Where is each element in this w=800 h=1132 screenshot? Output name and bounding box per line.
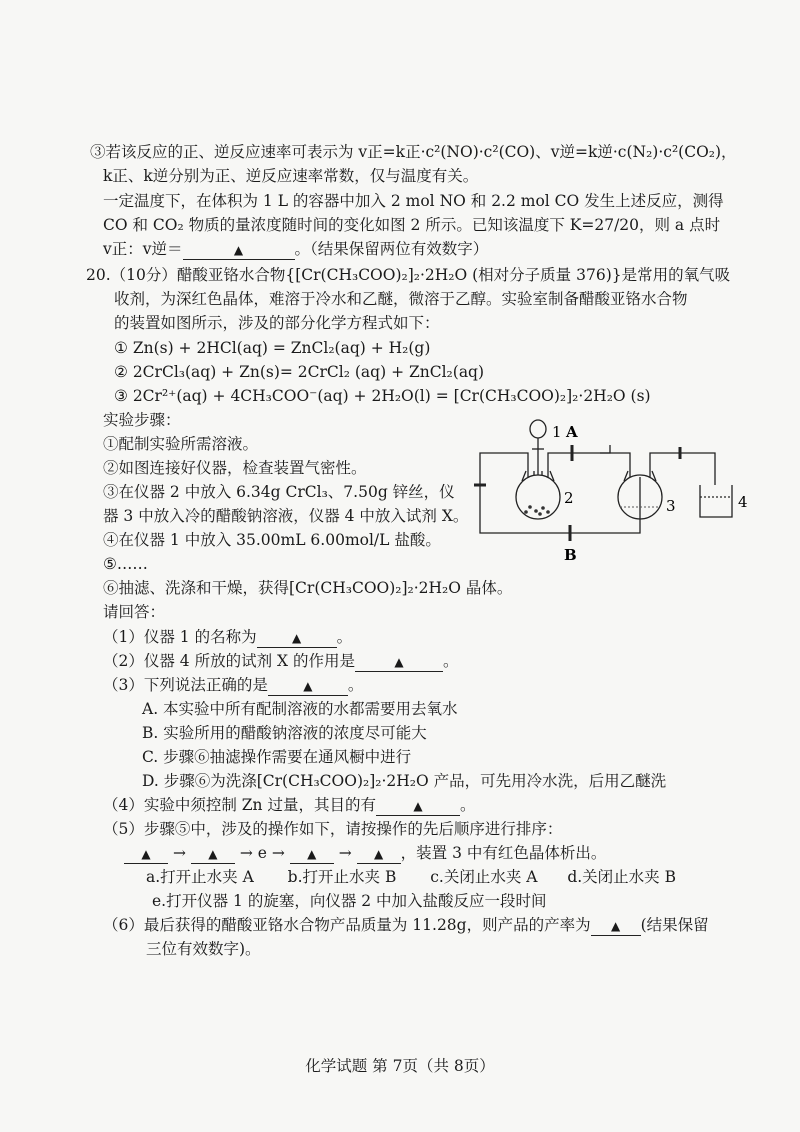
blank-marker-icon: ▲ bbox=[208, 847, 218, 861]
option-b: B. 实验所用的醋酸钠溶液的浓度尽可能大 bbox=[142, 724, 427, 742]
tube-to-beaker bbox=[650, 453, 715, 485]
blank-marker-icon: ▲ bbox=[610, 919, 621, 933]
subquestion-4-end: 。 bbox=[459, 796, 476, 814]
arrow-icon: → bbox=[338, 844, 352, 862]
tube-top-connector bbox=[548, 445, 610, 477]
subquestion-3 bbox=[103, 673, 363, 697]
step-4: ④在仪器 1 中放入 35.00mL 6.00mol/L 盐酸。 bbox=[103, 531, 441, 549]
q20-intro-line-2: 收剂，为深红色晶体，难溶于冷水和乙醚，微溶于乙醇。实验室制备醋酸亚铬水合物 bbox=[114, 290, 688, 308]
subquestion-5: （5）步骤⑤中，涉及的操作如下，请按操作的先后顺序进行排序： bbox=[103, 820, 563, 838]
blank-marker-icon: ▲ bbox=[413, 799, 423, 813]
blank-marker-icon: ▲ bbox=[394, 655, 404, 669]
blank-marker-icon: ▲ bbox=[303, 679, 313, 693]
rate-text-line-3: 一定温度下，在体积为 1 L 的容器中加入 2 mol NO 和 2.2 mol CO 发生上述反应，测得 bbox=[103, 192, 724, 210]
answer-blank[interactable] bbox=[355, 652, 443, 672]
ask-label: 请回答： bbox=[103, 603, 166, 621]
step-2: ②如图连接好仪器，检查装置气密性。 bbox=[103, 459, 367, 477]
step-6: ⑥抽滤、洗涤和干燥，获得[Cr(CH₃COO)₂]₂·2H₂O 晶体。 bbox=[103, 579, 513, 597]
answer-blank[interactable] bbox=[124, 844, 168, 864]
blank-marker-icon: ▲ bbox=[233, 243, 244, 257]
label-1: 1 bbox=[552, 423, 562, 441]
dropping-funnel-icon bbox=[530, 420, 546, 438]
ordering-fixed-step-e: → e → bbox=[239, 844, 285, 862]
rate-text-line-2: k正、k逆分别为正、逆反应速率常数，仅与温度有关。 bbox=[103, 167, 479, 185]
subquestion-6-line-2: 三位有效数字)。 bbox=[146, 940, 261, 958]
operation-b: b.打开止水夹 B bbox=[287, 868, 397, 886]
blank-marker-icon: ▲ bbox=[374, 847, 384, 861]
beaker-4-icon bbox=[700, 485, 732, 517]
answer-blank[interactable] bbox=[257, 628, 337, 648]
subquestion-2-end: 。 bbox=[442, 652, 459, 670]
step-1: ①配制实验所需溶液。 bbox=[103, 435, 259, 453]
label-3: 3 bbox=[666, 497, 676, 515]
operation-d: d.关闭止水夹 B bbox=[567, 868, 676, 886]
answer-blank[interactable] bbox=[191, 844, 235, 864]
step-3a: ③在仪器 2 中放入 6.34g CrCl₃、7.50g 锌丝，仪 bbox=[103, 483, 455, 501]
q20-intro-line-3: 的装置如图所示，涉及的部分化学方程式如下： bbox=[114, 314, 440, 332]
subquestion-1-end: 。 bbox=[336, 628, 353, 646]
rate-answer-prefix: v正：v逆＝ bbox=[103, 240, 183, 258]
answer-blank[interactable] bbox=[376, 796, 460, 816]
page-footer: 化学试题 第 7页（共 8页） bbox=[305, 1057, 495, 1075]
step-5: ⑤…… bbox=[103, 555, 148, 573]
equation-2: ② 2CrCl₃(aq) + Zn(s)= 2CrCl₂ (aq) + ZnCl₂(aq) bbox=[114, 363, 485, 381]
apparatus-diagram bbox=[470, 415, 770, 565]
subquestion-6 bbox=[103, 913, 709, 937]
operations-line bbox=[146, 865, 676, 889]
ordering-tail: ，装置 3 中有红色晶体析出。 bbox=[400, 844, 607, 862]
label-b: B bbox=[564, 546, 577, 564]
arrow-icon: → bbox=[172, 844, 186, 862]
answer-blank[interactable] bbox=[290, 844, 334, 864]
answer-blank[interactable] bbox=[268, 676, 348, 696]
option-a: A. 本实验中所有配制溶液的水都需要用去氧水 bbox=[142, 700, 458, 718]
operation-a: a.打开止水夹 A bbox=[146, 868, 254, 886]
step-3b: 器 3 中放入冷的醋酸钠溶液，仪器 4 中放入试剂 X。 bbox=[103, 507, 469, 525]
equation-3: ③ 2Cr²⁺(aq) + 4CH₃COO⁻(aq) + 2H₂O(l) = [Cr(CH₃COO)₂]₂·2H₂O (s) bbox=[114, 387, 651, 405]
answer-blank[interactable] bbox=[591, 916, 641, 936]
rate-answer-suffix: 。（结果保留两位有效数字） bbox=[294, 240, 489, 258]
option-d: D. 步骤⑥为洗涤[Cr(CH₃COO)₂]₂·2H₂O 产品，可先用冷水洗，后用乙醚洗 bbox=[142, 772, 667, 790]
q20-intro-line-1: 20.（10分）醋酸亚铬水合物{[Cr(CH₃COO)₂]₂·2H₂O (相对分子质量 376)}是常用的氧气吸 bbox=[86, 266, 731, 284]
subquestion-2 bbox=[103, 649, 458, 673]
subquestion-2-text: （2）仪器 4 所放的试剂 X 的作用是 bbox=[103, 652, 355, 670]
tube-flask3-inlet bbox=[600, 453, 630, 477]
label-4: 4 bbox=[738, 493, 748, 511]
ordering-line bbox=[124, 841, 606, 865]
flask-2-icon bbox=[516, 475, 560, 519]
operation-c: c.关闭止水夹 A bbox=[430, 868, 538, 886]
equation-1: ① Zn(s) + 2HCl(aq) = ZnCl₂(aq) + H₂(g) bbox=[114, 339, 431, 357]
steps-title: 实验步骤： bbox=[103, 411, 181, 429]
blank-marker-icon: ▲ bbox=[141, 847, 151, 861]
rate-text-line-1: ③若该反应的正、逆反应速率可表示为 v正=k正·c²(NO)·c²(CO)、v逆=k逆·c(N₂)·c²(CO₂)， bbox=[90, 143, 737, 161]
rate-answer-line bbox=[103, 237, 488, 261]
subquestion-4 bbox=[103, 793, 476, 817]
subquestion-1-text: （1）仪器 1 的名称为 bbox=[103, 628, 257, 646]
blank-marker-icon: ▲ bbox=[307, 847, 317, 861]
answer-blank[interactable] bbox=[357, 844, 401, 864]
subquestion-3-end: 。 bbox=[347, 676, 364, 694]
subquestion-4-text: （4）实验中须控制 Zn 过量，其目的有 bbox=[103, 796, 376, 814]
answer-blank[interactable] bbox=[183, 240, 295, 260]
subquestion-6-note: (结果保留 bbox=[640, 916, 709, 934]
label-a: A bbox=[566, 423, 578, 441]
subquestion-3-text: （3）下列说法正确的是 bbox=[103, 676, 268, 694]
operation-e: e.打开仪器 1 的旋塞，向仪器 2 中加入盐酸反应一段时间 bbox=[152, 892, 547, 910]
rate-text-line-4: CO 和 CO₂ 物质的量浓度随时间的变化如图 2 所示。已知该温度下 K=27/20，则 a 点时 bbox=[103, 216, 721, 234]
blank-marker-icon: ▲ bbox=[291, 631, 302, 645]
subquestion-1 bbox=[103, 625, 352, 649]
subquestion-6-text: （6）最后获得的醋酸亚铬水合物产品质量为 11.28g，则产品的产率为 bbox=[103, 916, 591, 934]
option-c: C. 步骤⑥抽滤操作需要在通风橱中进行 bbox=[142, 748, 412, 766]
label-2: 2 bbox=[564, 489, 574, 507]
